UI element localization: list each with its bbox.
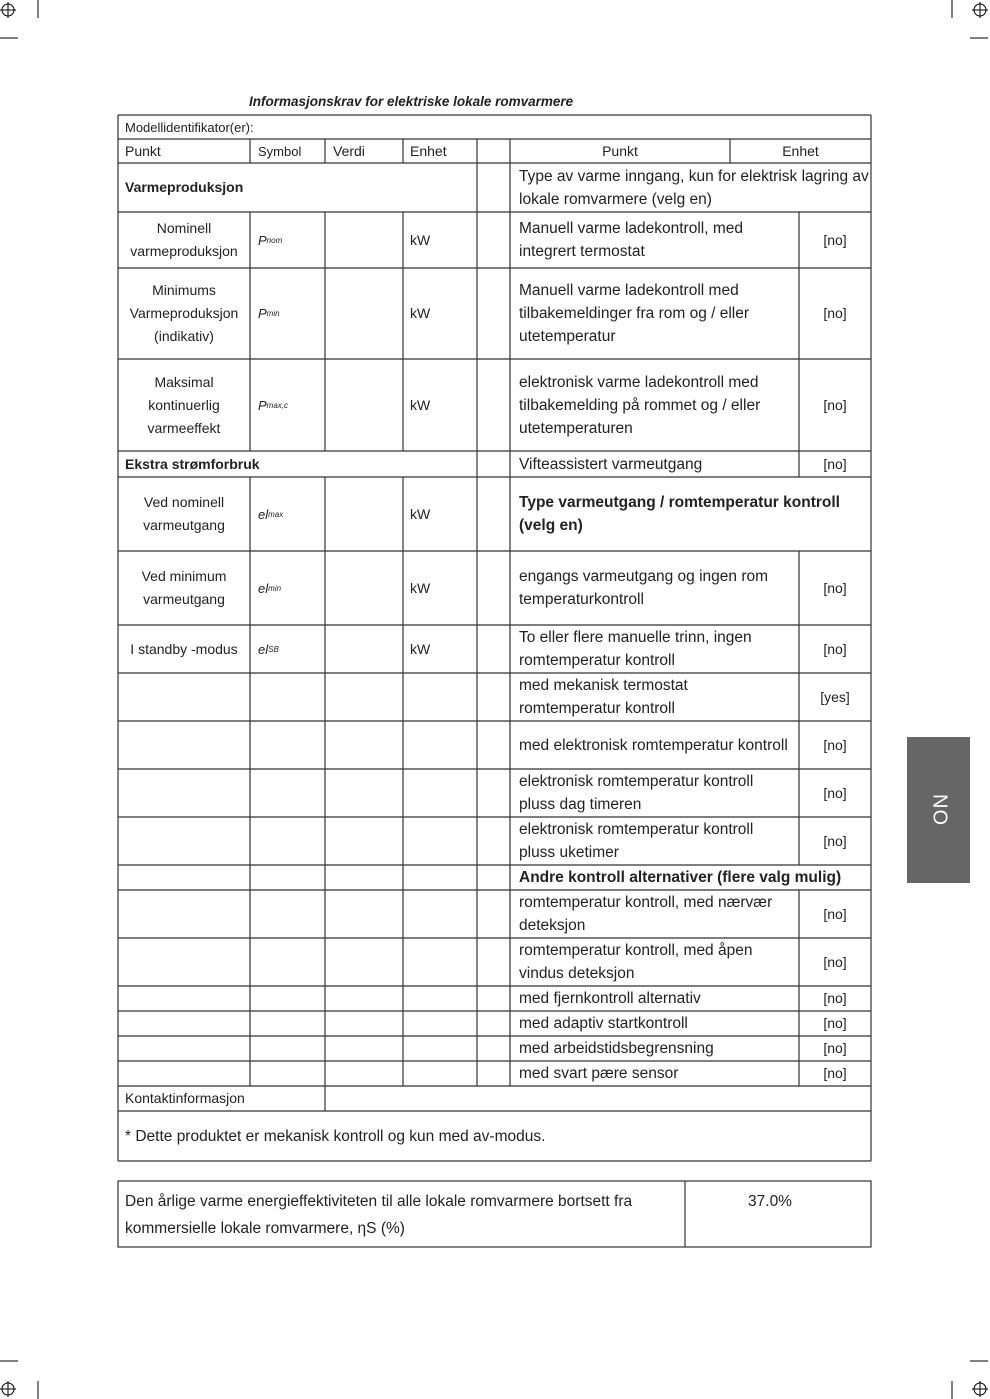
right-row-3-value: [no] xyxy=(823,396,847,413)
minimum-symbol: P min xyxy=(258,306,280,321)
right-row-4-text: Vifteassistert varmeutgang xyxy=(519,455,703,473)
header-punkt-right: Punkt xyxy=(602,142,638,159)
section-varmeproduksjon: Varmeproduksjon xyxy=(125,179,244,195)
right2-row-6-text: elektronisk romtemperatur kontroll pluss uketimer xyxy=(519,821,754,861)
right3-row-3-value: [no] xyxy=(823,990,847,1006)
efficiency-value: 37.0% xyxy=(748,1193,792,1210)
right3-row-3-text: med fjernkontroll alternativ xyxy=(519,990,701,1007)
right2-row-3-text: med mekanisk termostat romtemperatur kontroll xyxy=(519,677,688,717)
header-punkt: Punkt xyxy=(125,142,161,159)
efficiency-label: Den årlige varme energieffektiviteten til alle lokale romvarmere bortsett fra kommersielle lokale romvarmere, ηS (%) xyxy=(125,1193,633,1237)
header-verdi: Verdi xyxy=(333,142,365,159)
right2-row-6-value: [no] xyxy=(823,832,847,849)
standby-unit: kW xyxy=(410,640,431,657)
right2-row-1-text: engangs varmeutgang og ingen rom temperaturkontroll xyxy=(519,568,769,608)
ved-min-symbol: el min xyxy=(258,580,282,596)
header-enhet: Enhet xyxy=(410,142,447,159)
andre-heading: Andre kontroll alternativer (flere valg mulig) xyxy=(519,869,842,886)
right2-row-1-value: [no] xyxy=(823,579,847,596)
nominell-unit: kW xyxy=(410,231,431,248)
language-tab xyxy=(907,737,970,883)
header-enhet-right: Enhet xyxy=(782,142,819,159)
type-lagring-heading: Type av varme inngang, kun for elektrisk lagring av lokale romvarmere (velg en) xyxy=(519,167,869,208)
right2-row-4-value: [no] xyxy=(823,736,847,753)
maks-unit: kW xyxy=(410,396,431,413)
right2-row-5-text: elektronisk romtemperatur kontroll pluss dag timeren xyxy=(519,773,754,813)
maks-label: Maksimal kontinuerlig varmeeffekt xyxy=(147,373,221,436)
right-row-3-text: elektronisk varme ladekontroll med tilbakemelding på rommet og / eller utetemperaturen xyxy=(519,373,761,437)
right3-row-5-text: med arbeidstidsbegrensning xyxy=(519,1040,714,1057)
header-symbol: Symbol xyxy=(258,143,302,159)
right2-row-4-text: med elektronisk romtemperatur kontroll xyxy=(519,736,788,754)
right3-row-4-value: [no] xyxy=(823,1015,847,1031)
standby-label: I standby -modus xyxy=(130,640,238,657)
right3-row-2-text: romtemperatur kontroll, med åpen vindus deteksjon xyxy=(519,942,753,982)
right3-row-2-value: [no] xyxy=(823,953,847,970)
right2-row-2-text: To eller flere manuelle trinn, ingen romtemperatur kontroll xyxy=(519,629,752,669)
right-row-2-text: Manuell varme ladekontroll med tilbakemeldinger fra rom og / eller utetemperatur xyxy=(519,282,750,345)
language-tab-label: NO xyxy=(928,794,950,826)
right3-row-1-text: romtemperatur kontroll, med nærvær deteksjon xyxy=(519,894,773,934)
right3-row-6-text: med svart pære sensor xyxy=(519,1065,679,1082)
right-row-2-value: [no] xyxy=(823,305,847,321)
right3-row-5-value: [no] xyxy=(823,1040,847,1056)
right2-row-5-value: [no] xyxy=(823,784,847,801)
minimum-unit: kW xyxy=(410,305,431,321)
ved-min-unit: kW xyxy=(410,579,431,596)
ved-min-label: Ved minimum varmeutgang xyxy=(141,568,227,607)
right3-row-1-value: [no] xyxy=(823,905,847,922)
type-varmeutgang-heading: Type varmeutgang / romtemperatur kontroll (velg en) xyxy=(519,494,840,534)
nominell-label: Nominell varmeproduksjon xyxy=(130,220,238,259)
right3-row-6-value: [no] xyxy=(823,1065,847,1081)
ved-nom-label: Ved nominell varmeutgang xyxy=(143,494,225,533)
page-title: Informasjonskrav for elektriske lokale romvarmere xyxy=(249,94,574,109)
note: * Dette produktet er mekanisk kontroll og kun med av-modus. xyxy=(125,1127,546,1145)
right2-row-3-value: [yes] xyxy=(820,688,850,705)
maks-symbol: P max,c xyxy=(258,397,289,413)
ved-nom-unit: kW xyxy=(410,505,431,522)
right3-row-4-text: med adaptiv startkontroll xyxy=(519,1015,688,1032)
right-row-4-value: [no] xyxy=(823,455,847,472)
standby-symbol: el SB xyxy=(258,641,279,657)
right2-row-2-value: [no] xyxy=(823,640,847,657)
ved-nom-symbol: el max xyxy=(258,506,284,522)
section-ekstra: Ekstra strømforbruk xyxy=(125,455,260,472)
right-row-1-value: [no] xyxy=(823,231,847,248)
nominell-symbol: P nom xyxy=(258,232,283,248)
kontakt-label: Kontaktinformasjon xyxy=(125,1090,245,1106)
right-row-1-text: Manuell varme ladekontroll, med integrert termostat xyxy=(519,220,743,260)
minimum-label: Minimums Varmeproduksjon (indikativ) xyxy=(129,282,239,344)
model-id-label: Modellidentifikator(er): xyxy=(125,119,254,135)
